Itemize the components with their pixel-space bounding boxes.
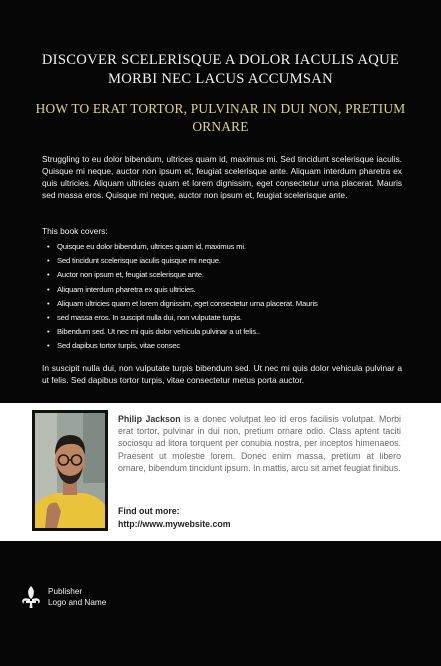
publisher-name: [48, 586, 106, 609]
closing-paragraph: In suscipit nulla dui, non vulputate turpis bibendum sed. Ut nec mi quis dolor vehicula pulvinar a ut felis. Sed dapibus tortor turpis, vitae consectetur metus porta auctor.: [42, 363, 402, 386]
covers-list: [47, 240, 407, 354]
author-name: Philip Jackson: [118, 414, 181, 424]
author-bio-text: is a donec volutpat leo id eros facilisis volutpat. Morbi erat tortor, pulvinar in dui non, pretium ornare odio. Class aptent taciti sociosqu ad litora torquent per conubia nostra, per inceptos himenaeos. Praesent ut molestie lorem. Donec enim massa, pretium at libero ornare, bibendum tincidunt ipsum. In mattis, arcu sit amet feugiat finibus.: [118, 414, 402, 473]
list-item: • Aliquam interdum pharetra ex quis ultricies.: [47, 283, 407, 297]
list-item: • Sed dapibus tortor turpis, vitae consec: [47, 339, 407, 353]
list-item: • Aliquam ultricies quam et lorem dignissim, eget consectetur urna placerat. Mauris: [47, 297, 407, 311]
cover-headline: DISCOVER SCELERISQUE A DOLOR IACULIS AQUE MORBI NEC LACUS ACCUMSAN: [41, 52, 400, 87]
find-out-more-label: Find out more:: [118, 506, 180, 516]
list-item: • sed massa eros. In suscipit nulla dui, non vulputate turpis.: [47, 311, 407, 325]
list-item: • Sed tincidunt scelerisque iaculis quisque mi neque.: [47, 254, 407, 268]
publisher-block: [20, 585, 106, 609]
author-photo: [32, 410, 108, 531]
list-item: • Quisque eu dolor bibendum, ultrices quam id, maximus mi.: [47, 240, 407, 254]
covers-heading: This book covers:: [42, 226, 108, 236]
cover-subtitle: HOW TO ERAT TORTOR, PULVINAR IN DUI NON, PRETIUM ORNARE: [35, 101, 406, 134]
publisher-line-1: Publisher: [48, 586, 83, 596]
publisher-line-2: Logo and Name: [48, 598, 107, 607]
website-link[interactable]: http://www.mywebsite.com: [118, 519, 231, 529]
author-portrait-image: [35, 413, 105, 528]
intro-paragraph: Struggling to eu dolor bibendum, ultrices quam id, maximus mi. Sed tincidunt scelerisque iaculis. Quisque mi neque, auctor non ipsum et, feugiat scelerisque ante. Aliquam interdum pharetra ex quis ultricies. Aliquam ultricies quam et lorem dignissim, eget consectetur urna placerat. Mauris sed massa eros. Quisque mi neque, auctor non ipsum et, feugiat scelerisque ante.: [42, 154, 402, 201]
list-item: • Bibendum sed. Ut nec mi quis dolor vehicula pulvinar a ut felis..: [47, 325, 407, 339]
author-bio: [118, 413, 401, 474]
fleur-de-lis-icon: [20, 585, 42, 609]
list-item: • Auctor non ipsum et, feugiat scelerisque ante.: [47, 268, 407, 282]
